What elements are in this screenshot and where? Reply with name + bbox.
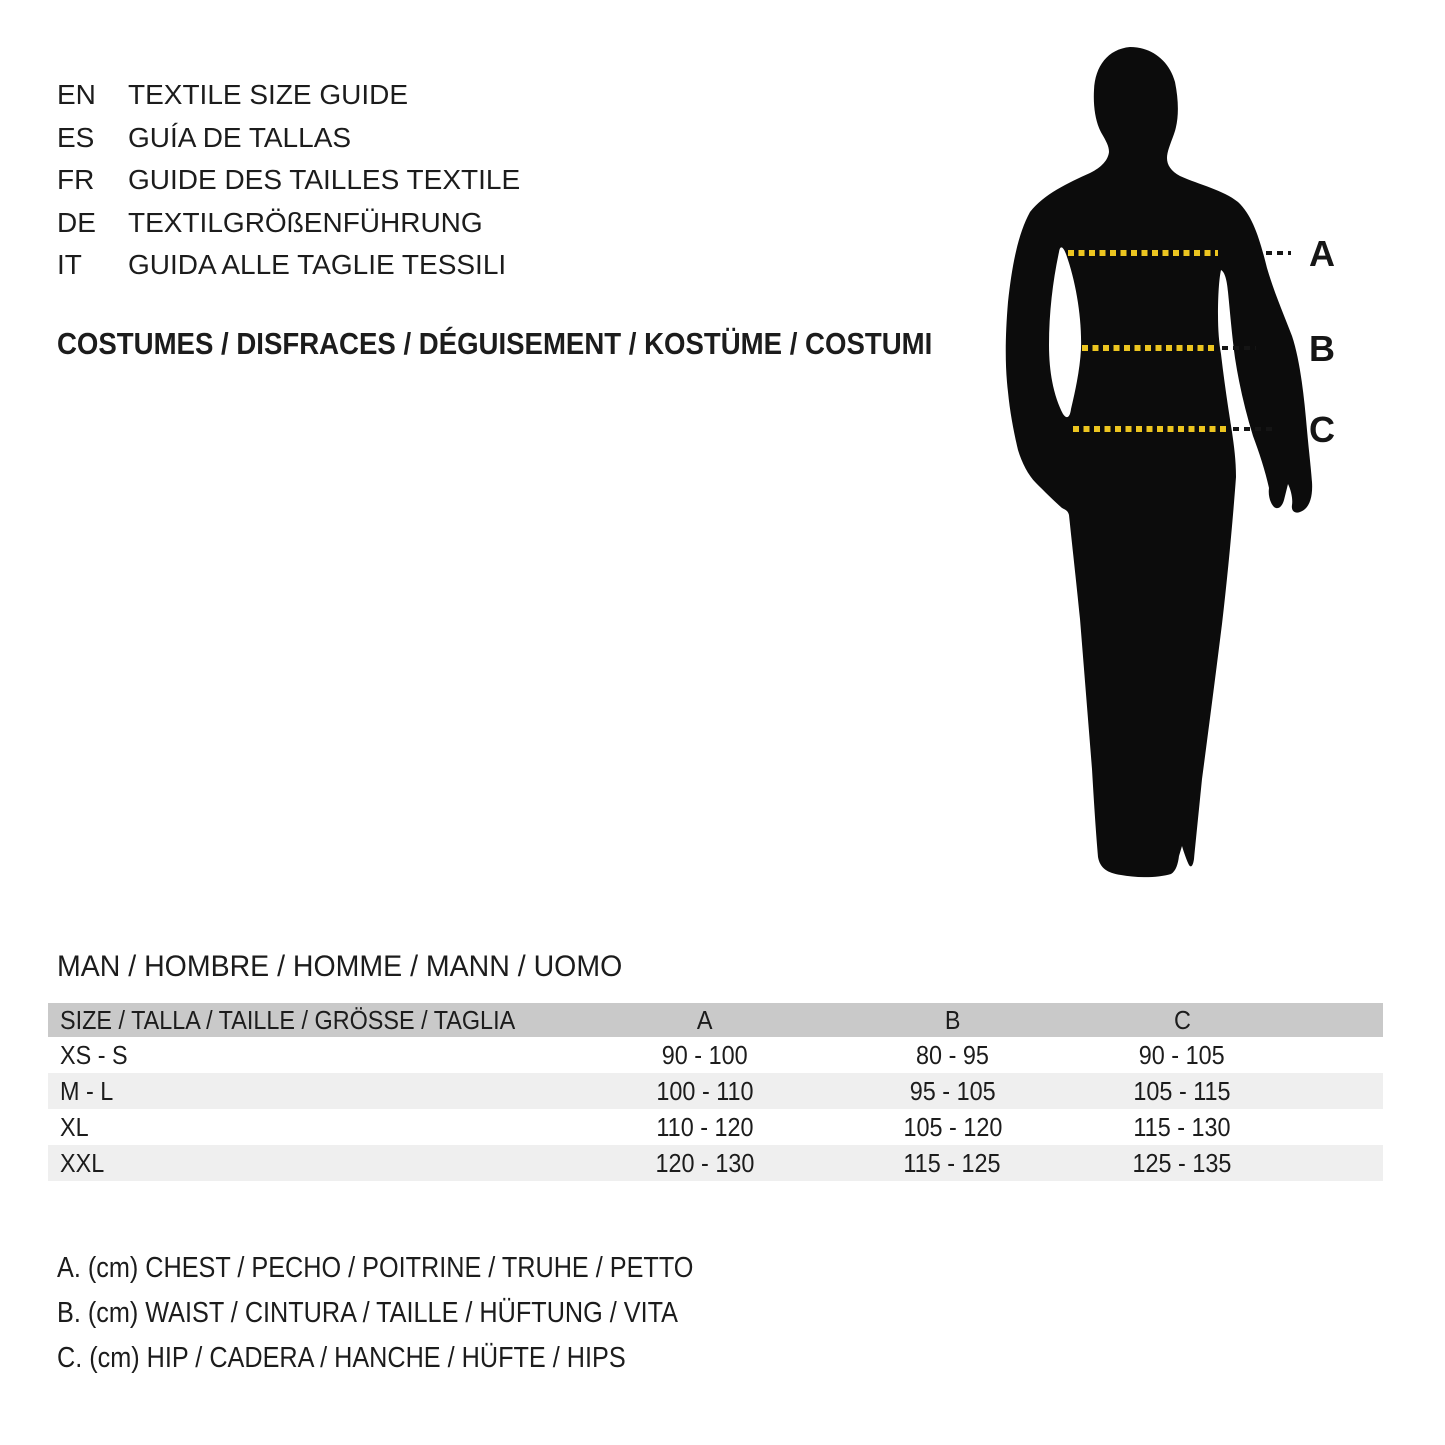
language-label: TEXTILE SIZE GUIDE [128,79,409,110]
column-header-a: A [697,1005,713,1035]
language-row-es [57,117,520,160]
language-code: FR [57,164,95,195]
size-cell: XL [60,1112,89,1142]
language-row-fr [57,159,520,202]
table-section-title [57,946,652,988]
value-cell-b: 95 - 105 [909,1076,996,1106]
language-row-it [57,244,520,287]
language-label: GUIDA ALLE TAGLIE TESSILI [128,249,507,280]
size-cell: XS - S [60,1040,128,1070]
value-cell-c: 125 - 135 [1132,1148,1232,1178]
value-cell-b: 105 - 120 [902,1112,1002,1142]
language-row-de [57,202,520,245]
value-cell-a: 120 - 130 [655,1148,755,1178]
row-spacer [1287,1037,1383,1073]
measure-label-a: A [1309,233,1335,274]
language-label: TEXTILGRÖßENFÜHRUNG [128,206,483,238]
table-section-title-text: MAN / HOMBRE / HOMME / MANN / UOMO [57,950,623,983]
table-row-xs-s [48,1037,1383,1073]
language-code: IT [57,249,82,280]
value-cell-c: 105 - 115 [1133,1076,1231,1106]
value-cell-a: 100 - 110 [656,1076,754,1106]
man-silhouette [1006,47,1312,877]
value-cell-b: 80 - 95 [916,1040,989,1070]
value-cell-a: 90 - 100 [661,1040,748,1070]
value-cell-c: 90 - 105 [1139,1040,1225,1070]
table-row-xxl [48,1145,1383,1181]
language-label: GUIDE DES TAILLES TEXTILE [128,164,521,195]
size-cell: XXL [60,1148,105,1178]
value-cell-a: 110 - 120 [656,1112,754,1142]
legend-chest: A. (cm) CHEST / PECHO / POITRINE / TRUHE / PETTO [57,1252,694,1284]
measure-label-c: C [1309,409,1335,450]
language-row-en [57,74,520,117]
language-code: EN [57,79,96,110]
man-silhouette-figure [988,40,1338,900]
table-row-m-l [48,1073,1383,1109]
size-cell: M - L [60,1076,114,1106]
language-code: DE [57,206,96,238]
language-title-list [57,74,520,287]
header-spacer [1287,1003,1383,1037]
row-spacer [1287,1109,1383,1145]
column-header-b: B [944,1005,961,1035]
row-spacer [1287,1145,1383,1181]
measure-label-b: B [1309,328,1335,369]
row-spacer [1287,1073,1383,1109]
category-title-text: COSTUMES / DISFRACES / DÉGUISEMENT / KOSTÜME / COSTUMI [57,326,933,361]
legend-hip: C. (cm) HIP / CADERA / HANCHE / HÜFTE / HIPS [57,1342,626,1374]
table-row-xl [48,1109,1383,1145]
size-column-header: SIZE / TALLA / TAILLE / GRÖSSE / TAGLIA [60,1005,516,1035]
language-label: GUÍA DE TALLAS [128,121,352,153]
value-cell-c: 115 - 130 [1133,1112,1231,1142]
size-table-header-row [48,1003,1383,1037]
value-cell-b: 115 - 125 [903,1148,1002,1178]
size-table [48,1003,1383,1181]
legend-waist: B. (cm) WAIST / CINTURA / TAILLE / HÜFTUNG / VITA [57,1297,679,1329]
column-header-c: C [1173,1005,1191,1035]
language-code: ES [57,121,95,153]
category-title [57,323,1040,365]
